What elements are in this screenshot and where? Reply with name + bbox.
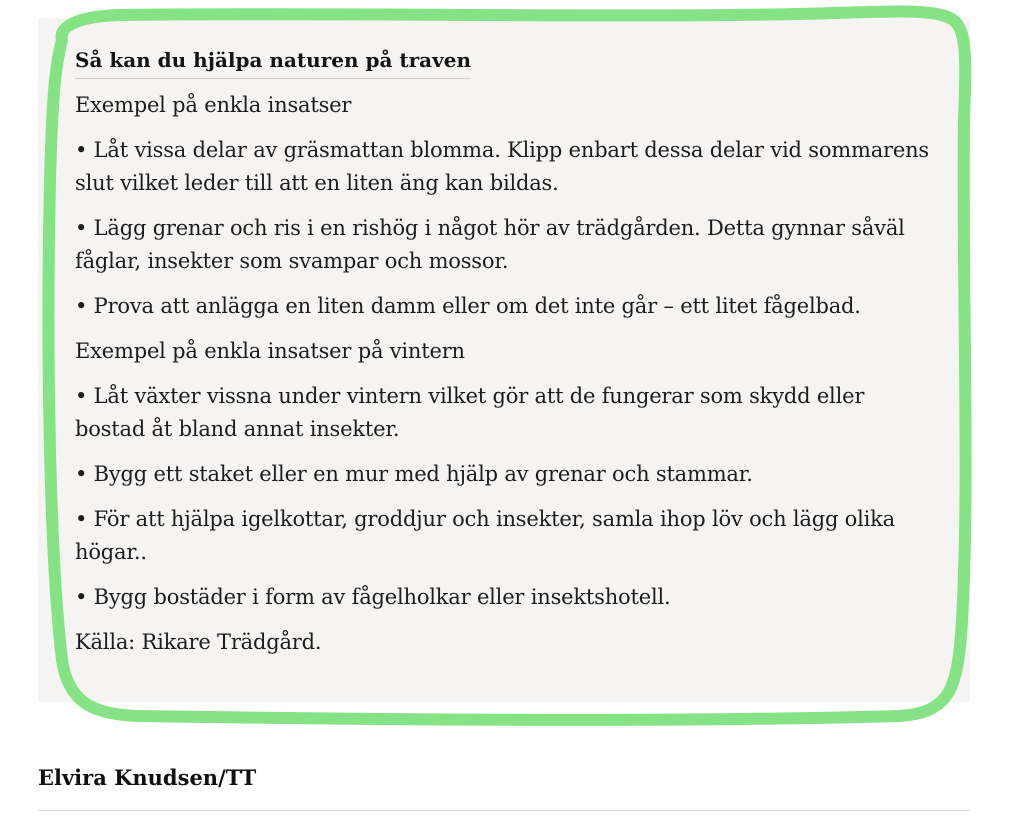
author-byline: Elvira Knudsen/TT xyxy=(38,765,257,790)
tip-item: • Bygg ett staket eller en mur med hjälp av grenar och stammar. xyxy=(75,462,753,486)
tip-item: • Prova att anlägga en liten damm eller om det inte går – ett litet fågelbad. xyxy=(75,294,861,318)
fact-box xyxy=(38,18,970,702)
tip-item: • För att hjälpa igelkottar, groddjur och insekter, samla ihop löv och lägg olika högar.. xyxy=(75,507,896,564)
fact-box-content xyxy=(75,44,935,659)
tip-item: • Bygg bostäder i form av fågelholkar eller insektshotell. xyxy=(75,585,671,609)
divider xyxy=(38,810,970,811)
fact-box-title: Så kan du hjälpa naturen på traven xyxy=(75,44,471,79)
section-heading-winter: Exempel på enkla insatser på vintern xyxy=(75,339,465,363)
tip-item: • Lägg grenar och ris i en rishög i något hör av trädgården. Detta gynnar såväl fåglar, insekter som svampar och mossor. xyxy=(75,216,905,273)
tip-item: • Låt växter vissna under vintern vilket gör att de fungerar som skydd eller bostad åt bland annat insekter. xyxy=(75,384,865,441)
section-heading-basic: Exempel på enkla insatser xyxy=(75,93,352,117)
source-credit: Källa: Rikare Trädgård. xyxy=(75,630,322,654)
tip-item: • Låt vissa delar av gräsmattan blomma. Klipp enbart dessa delar vid sommarens slut vilket leder till att en liten äng kan bildas. xyxy=(75,138,929,195)
